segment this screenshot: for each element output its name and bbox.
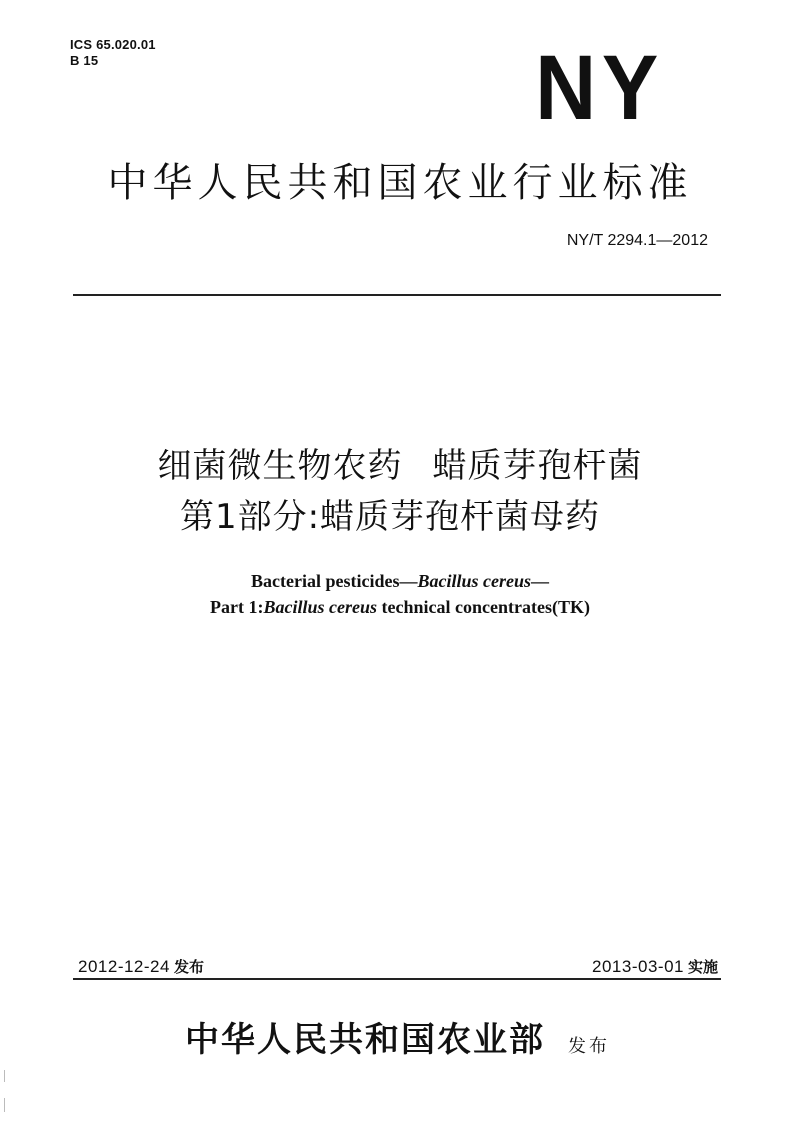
- scan-margin-mark: [4, 1070, 5, 1082]
- implement-date-value: 2013-03-01: [592, 957, 684, 976]
- standard-class-title: 中华人民共和国农业行业标准: [107, 160, 693, 206]
- en-title-line-2: [0, 598, 800, 616]
- en-title-line-2-suffix: technical concentrates(TK): [377, 597, 590, 617]
- implement-date: [592, 956, 718, 977]
- footer-divider: [73, 978, 721, 980]
- en-title-line-1-species: Bacillus cereus: [417, 571, 531, 591]
- zh-title-line-2: 第1部分:蜡质芽孢杆菌母药: [179, 497, 601, 537]
- en-title-line-2-species: Bacillus cereus: [263, 597, 378, 617]
- scan-margin-mark: [4, 1098, 5, 1112]
- issue-date: [78, 956, 204, 977]
- zh-title-line-1-part-2: 蜡质芽孢杆菌: [432, 446, 643, 486]
- header-divider: [73, 294, 721, 296]
- en-title-line-1: [0, 572, 800, 590]
- ics-code: ICS 65.020.01: [70, 37, 156, 52]
- en-title-line-1-prefix: Bacterial pesticides—: [251, 571, 418, 591]
- ny-logo: NY: [535, 37, 664, 139]
- zh-title-line-1-part-1: 细菌微生物农药: [157, 446, 403, 486]
- issue-date-value: 2012-12-24: [78, 957, 170, 976]
- issue-date-label: 发布: [173, 958, 204, 976]
- zh-title-line-1: [0, 446, 800, 486]
- issuer-word: 发布: [568, 1036, 610, 1057]
- implement-date-label: 实施: [687, 958, 718, 976]
- ccs-code: B 15: [70, 53, 99, 68]
- issuer-name: 中华人民共和国农业部: [185, 1020, 545, 1060]
- en-title-line-2-prefix: Part 1:: [210, 597, 264, 617]
- en-title-line-1-suffix: —: [530, 571, 549, 591]
- standard-number: NY/T 2294.1—2012: [566, 232, 708, 249]
